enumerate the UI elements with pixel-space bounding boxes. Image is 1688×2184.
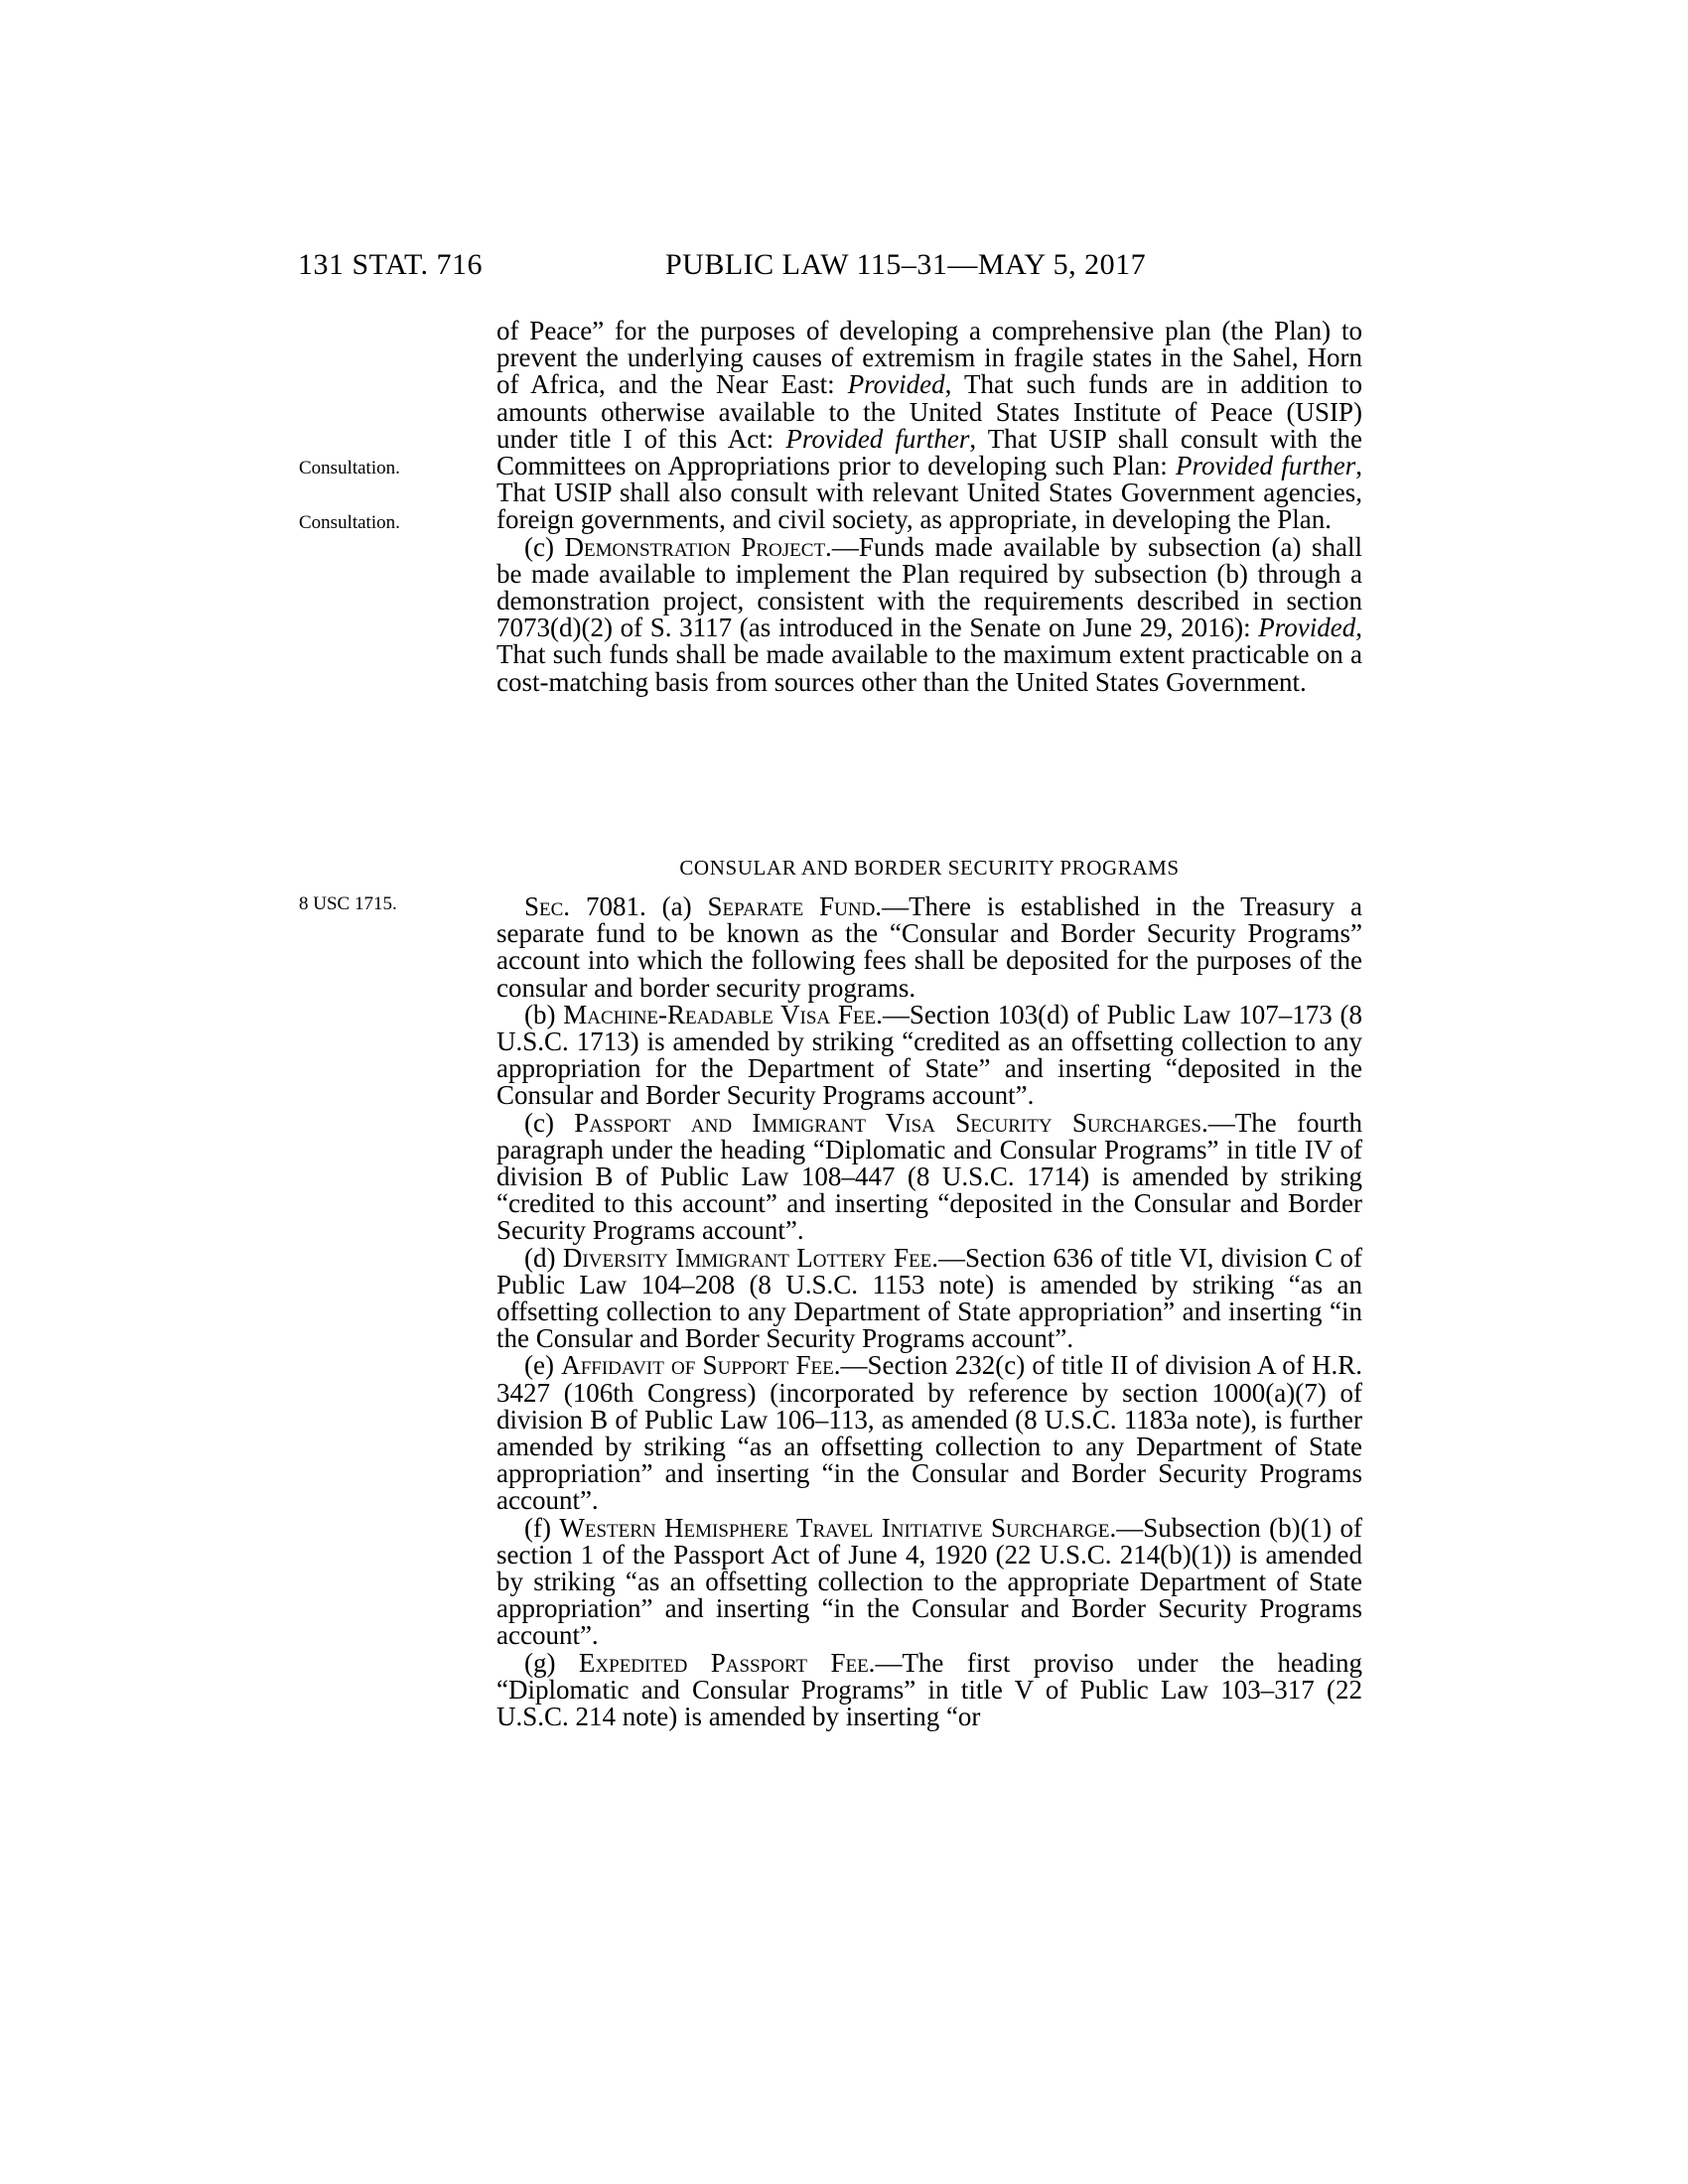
subsection-label: (b) (524, 999, 564, 1029)
subsection-heading: Passport and Immigrant Visa Security Surcharges. (574, 1107, 1208, 1138)
subsection-label: (c) (524, 1107, 575, 1138)
paragraph-c-demonstration-project (496, 531, 1363, 697)
margin-note-consultation-1: Consultation. (299, 458, 400, 478)
subsection-heading: Machine-Readable Visa Fee. (563, 999, 883, 1029)
subsection-heading: Affidavit of Support Fee. (561, 1350, 841, 1381)
text-run: —There is established in the Treasury a separate fund to be known as the “Consular and Border Security Programs” account into which the following fees shall be deposited for the purposes of the consular and border security programs. (496, 891, 1362, 1003)
text-run: —The first proviso under the heading “Diplomatic and Consular Programs” in title V of Public Law 103–317 (22 U.S.C. 214 note) is amended by inserting “or (496, 1647, 1362, 1732)
text-run: —Section 103(d) of Public Law 107–173 (8 U.S.C. 1713) is amended by striking “credited as an offsetting collection to any appropriation for the Department of State” and inserting “deposited in the Consular and Border Security Programs account”. (496, 999, 1362, 1111)
subsection-heading: Demonstration Project. (564, 531, 832, 562)
text-run: of Peace” for the purposes of developing a comprehensive plan (the Plan) to prevent the underlying causes of extremism in fragile states in the Sahel, Horn of Africa, and the Near East: (496, 316, 1362, 400)
subsection-b (496, 999, 1362, 1111)
subsection-g (496, 1647, 1362, 1732)
body-text-consular (496, 893, 1362, 1730)
subsection-f (496, 1512, 1362, 1651)
italic-provided: Provided (1258, 613, 1356, 643)
running-title: PUBLIC LAW 115–31—MAY 5, 2017 (665, 248, 1147, 281)
text-run: , That USIP shall also consult with relevant United States Government agencies, foreign governments, and civil society, as appropriate, in developing the Plan. (496, 451, 1362, 535)
text-run: —The fourth paragraph under the heading “Diplomatic and Consular Programs” in title IV of division B of Public Law 108–447 (8 U.S.C. 1714) is amended by striking “credited to this account” and inserting “deposited in the Consular and Border Security Programs account”. (496, 1107, 1362, 1246)
text-run: , That such funds are in addition to amounts otherwise available to the United States Institute of Peace (USIP) under title I of this Act: (496, 369, 1362, 454)
text-run: , That USIP shall consult with the Committees on Appropriations prior to developing such Plan: (496, 423, 1363, 481)
page-header (298, 248, 1390, 288)
subsection-c (496, 1107, 1362, 1246)
section-abbrev: Sec. (524, 891, 586, 921)
text-run: —Funds made available by subsection (a) shall be made available to implement the Plan required by subsection (b) through a demonstration project, consistent with the requirements described in section 7073(d)(2) of S. 3117 (as introduced in the Senate on June 29, 2016): (496, 531, 1363, 643)
subsection-d (496, 1242, 1363, 1354)
italic-provided-further: Provided further (1176, 451, 1356, 481)
body-text-top (496, 318, 1362, 696)
subsection-label: (e) (524, 1350, 562, 1381)
paragraph-plan (496, 318, 1362, 534)
text-run: —Section 636 of title VI, division C of Public Law 104–208 (8 U.S.C. 1153 note) is amended by striking “as an offsetting collection to any Department of State appropriation” and inserting “in the Consular and Border Security Programs account”. (496, 1242, 1363, 1354)
section-heading: CONSULAR AND BORDER SECURITY PROGRAMS (679, 856, 1180, 880)
text-run: —Subsection (b)(1) of section 1 of the Passport Act of June 4, 1920 (22 U.S.C. 214(b)(1)) is amended by striking “as an offsetting collection to the appropriate Department of State appropriation” and inserting “in the Consular and Border Security Programs account”. (496, 1512, 1362, 1651)
subsection-heading: Expedited Passport Fee. (578, 1647, 876, 1678)
subsection-heading: Western Hemisphere Travel Initiative Surcharge. (559, 1512, 1117, 1543)
section-number: 7081. (a) (585, 891, 708, 921)
text-run: , That such funds shall be made available to the maximum extent practicable on a cost-matching basis from sources other than the United States Government. (496, 613, 1362, 697)
subsection-heading: Diversity Immigrant Lottery Fee. (562, 1242, 939, 1273)
italic-provided: Provided (847, 369, 945, 400)
subsection-label: (f) (524, 1512, 560, 1543)
subsection-e (496, 1352, 1362, 1514)
margin-note-usc-citation: 8 USC 1715. (299, 893, 397, 914)
text-run: —Section 232(c) of title II of division A of H.R. 3427 (106th Congress) (incorporated by reference by section 1000(a)(7) of division B of Public Law 106–113, as amended (8 U.S.C. 1183a note), is further amended by striking “as an offsetting collection to any Department of State appropriation” and inserting “in the Consular and Border Security Programs account”. (496, 1350, 1363, 1516)
subsection-label: (d) (524, 1242, 563, 1273)
section-7081-a (496, 893, 1362, 1002)
subsection-heading: Separate Fund. (707, 891, 883, 921)
subsection-label: (g) (524, 1647, 579, 1678)
subsection-label: (c) (524, 531, 565, 562)
statute-page-number: 131 STAT. 716 (298, 248, 484, 281)
margin-note-consultation-2: Consultation. (299, 512, 400, 533)
italic-provided-further: Provided further (785, 423, 970, 454)
